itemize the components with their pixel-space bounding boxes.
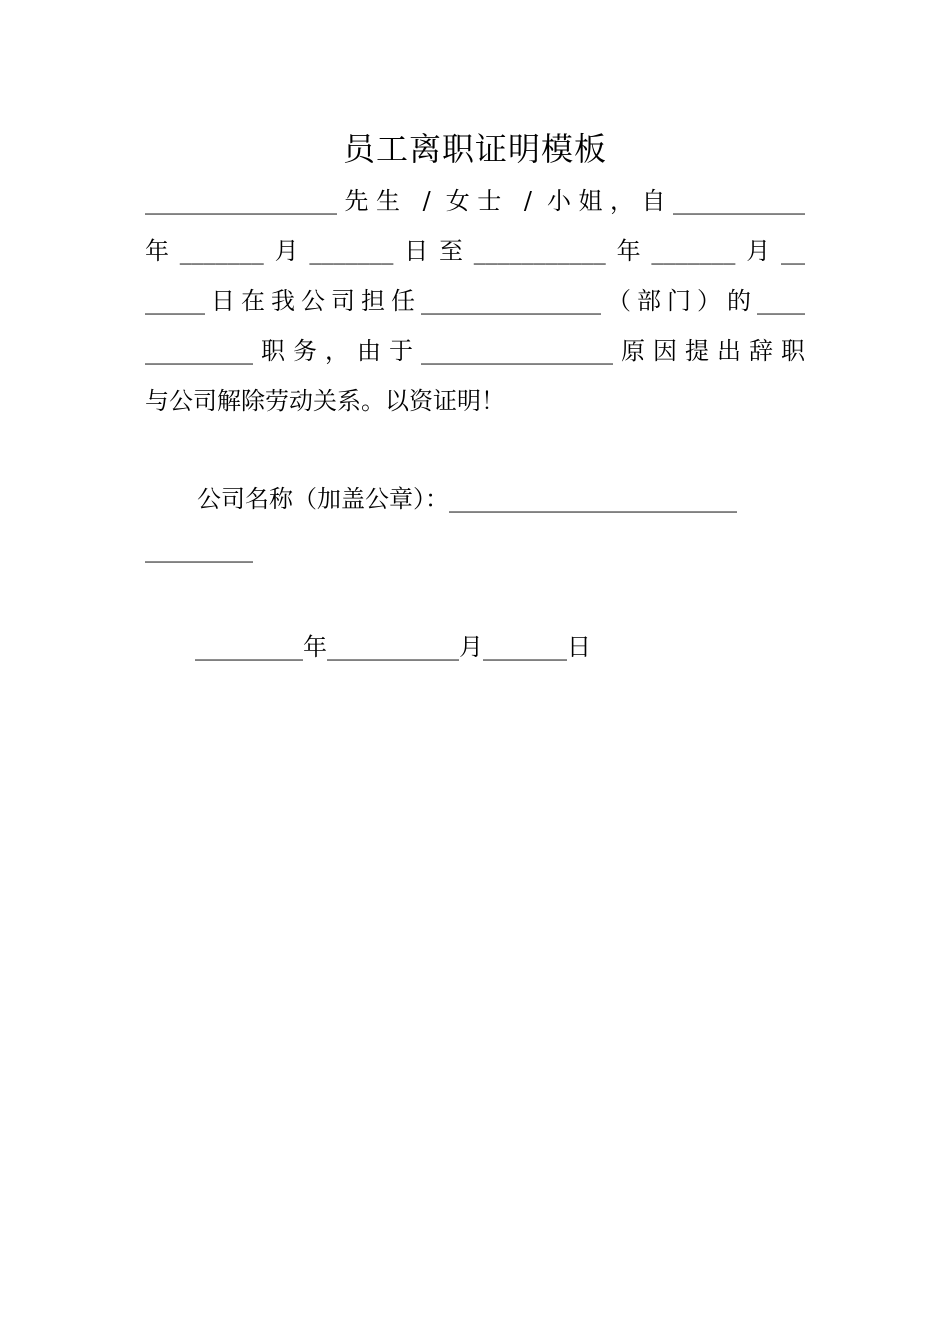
company-name-line-2: _________ [145,535,253,563]
paragraph-line-1: ________________先生 / 女士 / 小姐，自___________ [145,187,805,215]
company-name-field [145,474,805,574]
signing-date-field [145,622,805,672]
paragraph-line-5: 与公司解除劳动关系。以资证明！ [145,387,505,415]
company-name-line-1: 公司名称（加盖公章）：________________________ [197,485,737,513]
certificate-paragraph [145,176,805,426]
paragraph-line-4: _________职务，由于________________原因提出辞职 [145,337,805,365]
paragraph-line-2: 年_______月_______日至___________年_______月__ [145,237,805,265]
document-title: 员工离职证明模板 [342,130,607,168]
paragraph-line-3: _____日在我公司担任_______________（部门）的____ [145,287,805,315]
signing-date-line: _________年___________月_______日 [195,633,591,661]
